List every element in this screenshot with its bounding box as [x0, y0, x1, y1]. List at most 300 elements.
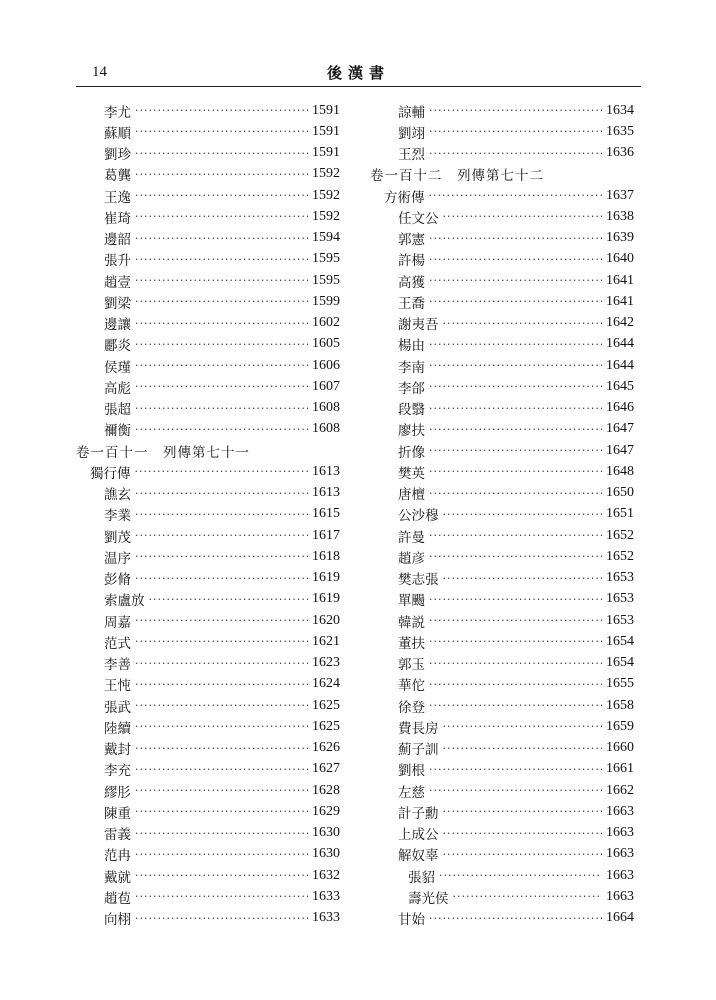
toc-entry-name: 繆肜: [104, 784, 131, 801]
dot-leader: [135, 572, 308, 585]
toc-entry-name: 李郃: [398, 380, 425, 397]
dot-leader: [429, 614, 602, 627]
toc-entry-page: 1608: [312, 421, 340, 437]
toc-entry: [370, 249, 634, 270]
toc-entry-name: 華佗: [398, 678, 425, 695]
toc-entry-page: 1664: [606, 910, 634, 926]
toc-entry-page: 1619: [312, 570, 340, 586]
toc-entry-name: 單颺: [398, 593, 425, 610]
toc-entry-name: 高獲: [398, 274, 425, 291]
toc-entry-name: 葛龔: [104, 168, 131, 185]
toc-entry-name: 范冉: [104, 848, 131, 865]
toc-entry-name: 劉翊: [398, 125, 425, 142]
toc-entry-name: 李善: [104, 657, 131, 674]
dot-leader: [443, 508, 603, 521]
dot-leader: [135, 338, 308, 351]
toc-entry: [76, 653, 340, 674]
toc-entry-name: 韓説: [398, 614, 425, 631]
toc-entry: [76, 823, 340, 844]
toc-entry: [370, 610, 634, 631]
toc-entry-page: 1628: [312, 782, 340, 798]
toc-entry-name: 甘始: [398, 912, 425, 929]
dot-leader: [135, 763, 308, 776]
toc-entry-name: 劉珍: [104, 147, 131, 164]
toc-entry: [370, 440, 634, 461]
toc-entry-page: 1605: [312, 336, 340, 352]
dot-leader: [135, 210, 308, 223]
toc-entry-page: 1629: [312, 803, 340, 819]
toc-entry-page: 1617: [312, 527, 340, 543]
dot-leader: [135, 699, 308, 712]
dot-leader: [135, 168, 308, 181]
toc-entry-name: 折像: [398, 444, 425, 461]
toc-entry-name: 王喬: [398, 295, 425, 312]
dot-leader: [135, 253, 308, 266]
toc-entry-page: 1635: [606, 123, 634, 139]
toc-entry-page: 1623: [312, 655, 340, 671]
toc-entry-page: 1653: [606, 612, 634, 628]
toc-entry-name: 段翳: [398, 402, 425, 419]
toc-entry: [370, 206, 634, 227]
dot-leader: [429, 699, 602, 712]
dot-leader: [443, 720, 603, 733]
dot-leader: [135, 232, 308, 245]
toc-entry: [370, 823, 634, 844]
toc-entry: [76, 568, 340, 589]
dot-leader: [135, 189, 308, 202]
toc-entry: [76, 780, 340, 801]
toc-entry-page: 1654: [606, 655, 634, 671]
dot-leader: [443, 827, 603, 840]
toc-entry-page: 1646: [606, 400, 634, 416]
toc-entry: [370, 653, 634, 674]
dot-leader: [439, 869, 602, 882]
toc-entry-page: 1630: [312, 825, 340, 841]
toc-entry-name: 雷義: [104, 827, 131, 844]
toc-entry-name: 張武: [104, 699, 131, 716]
dot-leader: [429, 784, 602, 797]
toc-entry-name: 張升: [104, 253, 131, 270]
dot-leader: [149, 593, 309, 606]
toc-entry-name: 趙壹: [104, 274, 131, 291]
toc-entry-page: 1647: [606, 442, 634, 458]
toc-entry-page: 1608: [312, 400, 340, 416]
toc-entry-page: 1644: [606, 336, 634, 352]
dot-leader: [135, 274, 308, 287]
toc-entry-page: 1591: [312, 123, 340, 139]
toc-entry: [370, 483, 634, 504]
dot-leader: [429, 529, 602, 542]
toc-entry-name: 李尤: [104, 104, 131, 121]
dot-leader: [429, 487, 602, 500]
toc-entry-name: 樊英: [398, 465, 425, 482]
toc-entry-page: 1633: [312, 888, 340, 904]
toc-entry-page: 1592: [312, 208, 340, 224]
toc-entry-name: 公沙穆: [398, 508, 439, 525]
toc-entry-page: 1595: [312, 272, 340, 288]
toc-entry: [76, 865, 340, 886]
dot-leader: [453, 890, 603, 903]
toc-entry-name: 薊子訓: [398, 742, 439, 759]
toc-entry-page: 1663: [606, 825, 634, 841]
toc-entry-page: 1636: [606, 145, 634, 161]
toc-entry-page: 1633: [312, 910, 340, 926]
toc-entry: [370, 886, 634, 907]
dot-leader: [135, 678, 308, 691]
toc-entry-name: 禰衡: [104, 423, 131, 440]
running-title: 後漢書: [326, 64, 390, 82]
toc-entry-page: 1642: [606, 315, 634, 331]
toc-entry: [370, 355, 634, 376]
toc-entry-name: 計子勳: [398, 805, 439, 822]
toc-entry-page: 1591: [312, 145, 340, 161]
dot-leader: [429, 104, 602, 117]
dot-leader: [429, 465, 602, 478]
dot-leader: [429, 295, 602, 308]
toc-entry: [370, 228, 634, 249]
toc-entry-page: 1634: [606, 102, 634, 118]
dot-leader: [443, 848, 603, 861]
toc-entry-name: 許楊: [398, 253, 425, 270]
toc-entry-name: 方術傳: [384, 189, 425, 206]
dot-leader: [135, 635, 308, 648]
toc-entry-name: 張超: [104, 402, 131, 419]
toc-column-left: [76, 100, 340, 929]
toc-entry: [370, 334, 634, 355]
dot-leader: [135, 784, 308, 797]
toc-entry-page: 1659: [606, 718, 634, 734]
dot-leader: [135, 890, 308, 903]
toc-entry-name: 左慈: [398, 784, 425, 801]
toc-entry-page: 1655: [606, 676, 634, 692]
toc-entry: [370, 674, 634, 695]
toc-entry-name: 謝夷吾: [398, 317, 439, 334]
toc-entry: [76, 143, 340, 164]
toc-entry-name: 向栩: [104, 912, 131, 929]
toc-entry-name: 戴就: [104, 869, 131, 886]
toc-entry-name: 王逸: [104, 189, 131, 206]
dot-leader: [429, 912, 602, 925]
toc-entry-page: 1602: [312, 315, 340, 331]
toc-entry-name: 邊韶: [104, 232, 131, 249]
toc-entry-page: 1626: [312, 740, 340, 756]
dot-leader: [429, 359, 602, 372]
toc-entry: [76, 228, 340, 249]
toc-entry: [370, 546, 634, 567]
toc-entry: [76, 355, 340, 376]
toc-entry: [370, 270, 634, 291]
dot-leader: [429, 593, 602, 606]
toc-entry-page: 1651: [606, 506, 634, 522]
toc-entry-page: 1613: [312, 485, 340, 501]
toc-entry-page: 1624: [312, 676, 340, 692]
toc-entry-page: 1625: [312, 718, 340, 734]
toc-entry: [76, 483, 340, 504]
toc-entry-page: 1641: [606, 272, 634, 288]
toc-entry-name: 解奴辜: [398, 848, 439, 865]
toc-entry-name: 唐檀: [398, 487, 425, 504]
dot-leader: [429, 232, 602, 245]
toc-entry: [370, 589, 634, 610]
toc-entry-page: 1663: [606, 846, 634, 862]
toc-entry: [76, 886, 340, 907]
toc-entry: [370, 738, 634, 759]
page-header: [76, 56, 641, 86]
toc-entry-name: 侯瑾: [104, 359, 131, 376]
toc-entry-name: 卷一百十二 列傳第七十二: [370, 168, 544, 185]
dot-leader: [429, 380, 602, 393]
toc-entry-page: 1663: [606, 803, 634, 819]
toc-entry: [370, 568, 634, 589]
toc-entry-name: 許曼: [398, 529, 425, 546]
toc-entry-page: 1653: [606, 570, 634, 586]
toc-entry-page: 1618: [312, 548, 340, 564]
toc-entry: [76, 589, 340, 610]
dot-leader: [135, 125, 308, 138]
dot-leader: [135, 614, 308, 627]
toc-entry-page: 1645: [606, 378, 634, 394]
toc-entry-name: 張貂: [408, 869, 435, 886]
toc-entry-name: 上成公: [398, 827, 439, 844]
dot-leader: [429, 125, 602, 138]
toc-entry: [76, 674, 340, 695]
dot-leader: [135, 147, 308, 160]
dot-leader: [135, 317, 308, 330]
toc-entry-name: 温序: [104, 550, 131, 567]
dot-leader: [135, 848, 308, 861]
toc-entry-name: 周嘉: [104, 614, 131, 631]
toc-entry: [76, 121, 340, 142]
toc-entry-page: 1647: [606, 421, 634, 437]
toc-entry-name: 王烈: [398, 147, 425, 164]
dot-leader: [135, 720, 308, 733]
toc-entry-page: 1607: [312, 378, 340, 394]
toc-entry-name: 任文公: [398, 210, 439, 227]
toc-entry-name: 索盧放: [104, 593, 145, 610]
dot-leader: [135, 104, 308, 117]
toc-chapter-heading: [76, 440, 340, 461]
toc-entry-name: 劉根: [398, 763, 425, 780]
toc-entry-name: 酈炎: [104, 338, 131, 355]
toc-entry-name: 壽光侯: [408, 890, 449, 907]
toc-entry-page: 1653: [606, 591, 634, 607]
dot-leader: [135, 912, 308, 925]
toc-entry-name: 趙苞: [104, 890, 131, 907]
toc-entry-name: 諒輔: [398, 104, 425, 121]
dot-leader: [429, 402, 602, 415]
toc-entry-name: 樊志張: [398, 572, 439, 589]
dot-leader: [135, 402, 308, 415]
dot-leader: [135, 465, 309, 478]
toc-entry: [370, 504, 634, 525]
toc-section-entry: [370, 185, 634, 206]
toc-entry: [370, 844, 634, 865]
toc-entry-page: 1648: [606, 463, 634, 479]
toc-entry-page: 1627: [312, 761, 340, 777]
toc-entry: [370, 419, 634, 440]
dot-leader: [429, 189, 603, 202]
toc-entry: [76, 546, 340, 567]
toc-entry-page: 1594: [312, 230, 340, 246]
toc-entry-name: 劉梁: [104, 295, 131, 312]
toc-entry-page: 1641: [606, 293, 634, 309]
toc-entry: [76, 206, 340, 227]
toc-entry-page: 1652: [606, 548, 634, 564]
toc-entry: [76, 695, 340, 716]
toc-entry-page: 1638: [606, 208, 634, 224]
toc-entry: [370, 695, 634, 716]
toc-entry: [76, 249, 340, 270]
toc-entry-page: 1592: [312, 187, 340, 203]
toc-column-right: [370, 100, 634, 929]
dot-leader: [429, 550, 602, 563]
toc-entry-name: 譙玄: [104, 487, 131, 504]
toc-entry: [76, 844, 340, 865]
dot-leader: [135, 295, 308, 308]
toc-entry: [370, 801, 634, 822]
toc-entry: [76, 504, 340, 525]
toc-entry-page: 1663: [606, 888, 634, 904]
toc-entry-page: 1613: [312, 463, 340, 479]
toc-entry: [370, 121, 634, 142]
toc-entry: [370, 313, 634, 334]
toc-entry-name: 徐登: [398, 699, 425, 716]
toc-entry: [76, 398, 340, 419]
toc-entry-name: 楊由: [398, 338, 425, 355]
toc-entry-page: 1658: [606, 697, 634, 713]
toc-entry-page: 1592: [312, 166, 340, 182]
toc-entry: [76, 164, 340, 185]
dot-leader: [429, 274, 602, 287]
dot-leader: [135, 827, 308, 840]
toc-entry-name: 蘇順: [104, 125, 131, 142]
toc-entry: [370, 143, 634, 164]
toc-entry: [370, 525, 634, 546]
toc-entry-name: 劉茂: [104, 529, 131, 546]
dot-leader: [429, 147, 602, 160]
dot-leader: [135, 869, 308, 882]
toc-entry-page: 1654: [606, 633, 634, 649]
toc-entry: [76, 334, 340, 355]
toc-entry: [76, 291, 340, 312]
toc-entry: [76, 185, 340, 206]
toc-entry: [370, 398, 634, 419]
toc-entry: [370, 100, 634, 121]
toc-entry: [76, 759, 340, 780]
toc-entry-name: 王忳: [104, 678, 131, 695]
dot-leader: [429, 763, 602, 776]
toc-entry-name: 卷一百十一 列傳第七十一: [76, 444, 250, 461]
toc-entry: [370, 461, 634, 482]
toc-entry-name: 陳重: [104, 805, 131, 822]
dot-leader: [429, 657, 602, 670]
toc-entry: [76, 631, 340, 652]
dot-leader: [135, 657, 308, 670]
toc-entry-name: 費長房: [398, 720, 439, 737]
toc-entry-name: 高彪: [104, 380, 131, 397]
toc-entry: [76, 738, 340, 759]
toc-entry-page: 1639: [606, 230, 634, 246]
dot-leader: [135, 380, 308, 393]
toc-entry: [76, 376, 340, 397]
toc-entry-page: 1661: [606, 761, 634, 777]
toc-entry-page: 1625: [312, 697, 340, 713]
dot-leader: [443, 317, 603, 330]
dot-leader: [135, 742, 308, 755]
dot-leader: [443, 572, 603, 585]
toc-entry: [370, 291, 634, 312]
toc-entry: [370, 376, 634, 397]
toc-entry-name: 董扶: [398, 635, 425, 652]
toc-entry-page: 1621: [312, 633, 340, 649]
dot-leader: [429, 338, 602, 351]
dot-leader: [429, 635, 602, 648]
toc-entry-page: 1595: [312, 251, 340, 267]
toc-entry-page: 1630: [312, 846, 340, 862]
dot-leader: [429, 423, 602, 436]
toc-entry-name: 李南: [398, 359, 425, 376]
toc-entry-page: 1644: [606, 357, 634, 373]
toc-entry-name: 趙彦: [398, 550, 425, 567]
dot-leader: [429, 253, 602, 266]
header-rule: [76, 86, 641, 87]
toc-entry-name: 戴封: [104, 742, 131, 759]
toc-entry-page: 1591: [312, 102, 340, 118]
toc-entry: [370, 631, 634, 652]
dot-leader: [429, 444, 602, 457]
toc-chapter-heading: [370, 164, 634, 185]
page-number: 14: [92, 64, 107, 80]
toc-entry-name: 崔琦: [104, 210, 131, 227]
toc-entry: [370, 759, 634, 780]
toc-entry-name: 邊讓: [104, 317, 131, 334]
toc-entry: [76, 801, 340, 822]
toc-entry-page: 1606: [312, 357, 340, 373]
toc-entry-name: 彭脩: [104, 572, 131, 589]
toc-entry-name: 郭玉: [398, 657, 425, 674]
toc-section-entry: [76, 461, 340, 482]
dot-leader: [135, 508, 308, 521]
toc-entry-page: 1619: [312, 591, 340, 607]
toc-entry-name: 李充: [104, 763, 131, 780]
toc-entry-name: 李業: [104, 508, 131, 525]
dot-leader: [443, 210, 603, 223]
toc-entry: [76, 419, 340, 440]
toc-entry-page: 1652: [606, 527, 634, 543]
toc-entry-page: 1662: [606, 782, 634, 798]
toc-entry-name: 陸續: [104, 720, 131, 737]
dot-leader: [443, 742, 603, 755]
toc-entry: [370, 716, 634, 737]
dot-leader: [135, 487, 308, 500]
toc-entry-name: 獨行傳: [90, 465, 131, 482]
toc-entry-page: 1663: [606, 867, 634, 883]
toc-entry-page: 1637: [606, 187, 634, 203]
dot-leader: [135, 423, 308, 436]
toc-entry-page: 1620: [312, 612, 340, 628]
toc-entry: [370, 780, 634, 801]
toc-entry-page: 1640: [606, 251, 634, 267]
dot-leader: [443, 805, 603, 818]
toc-entry-name: 范式: [104, 635, 131, 652]
toc-entry: [76, 610, 340, 631]
dot-leader: [135, 359, 308, 372]
toc-entry-page: 1650: [606, 485, 634, 501]
toc-entry: [76, 270, 340, 291]
dot-leader: [135, 529, 308, 542]
dot-leader: [429, 678, 602, 691]
toc-entry: [76, 908, 340, 929]
